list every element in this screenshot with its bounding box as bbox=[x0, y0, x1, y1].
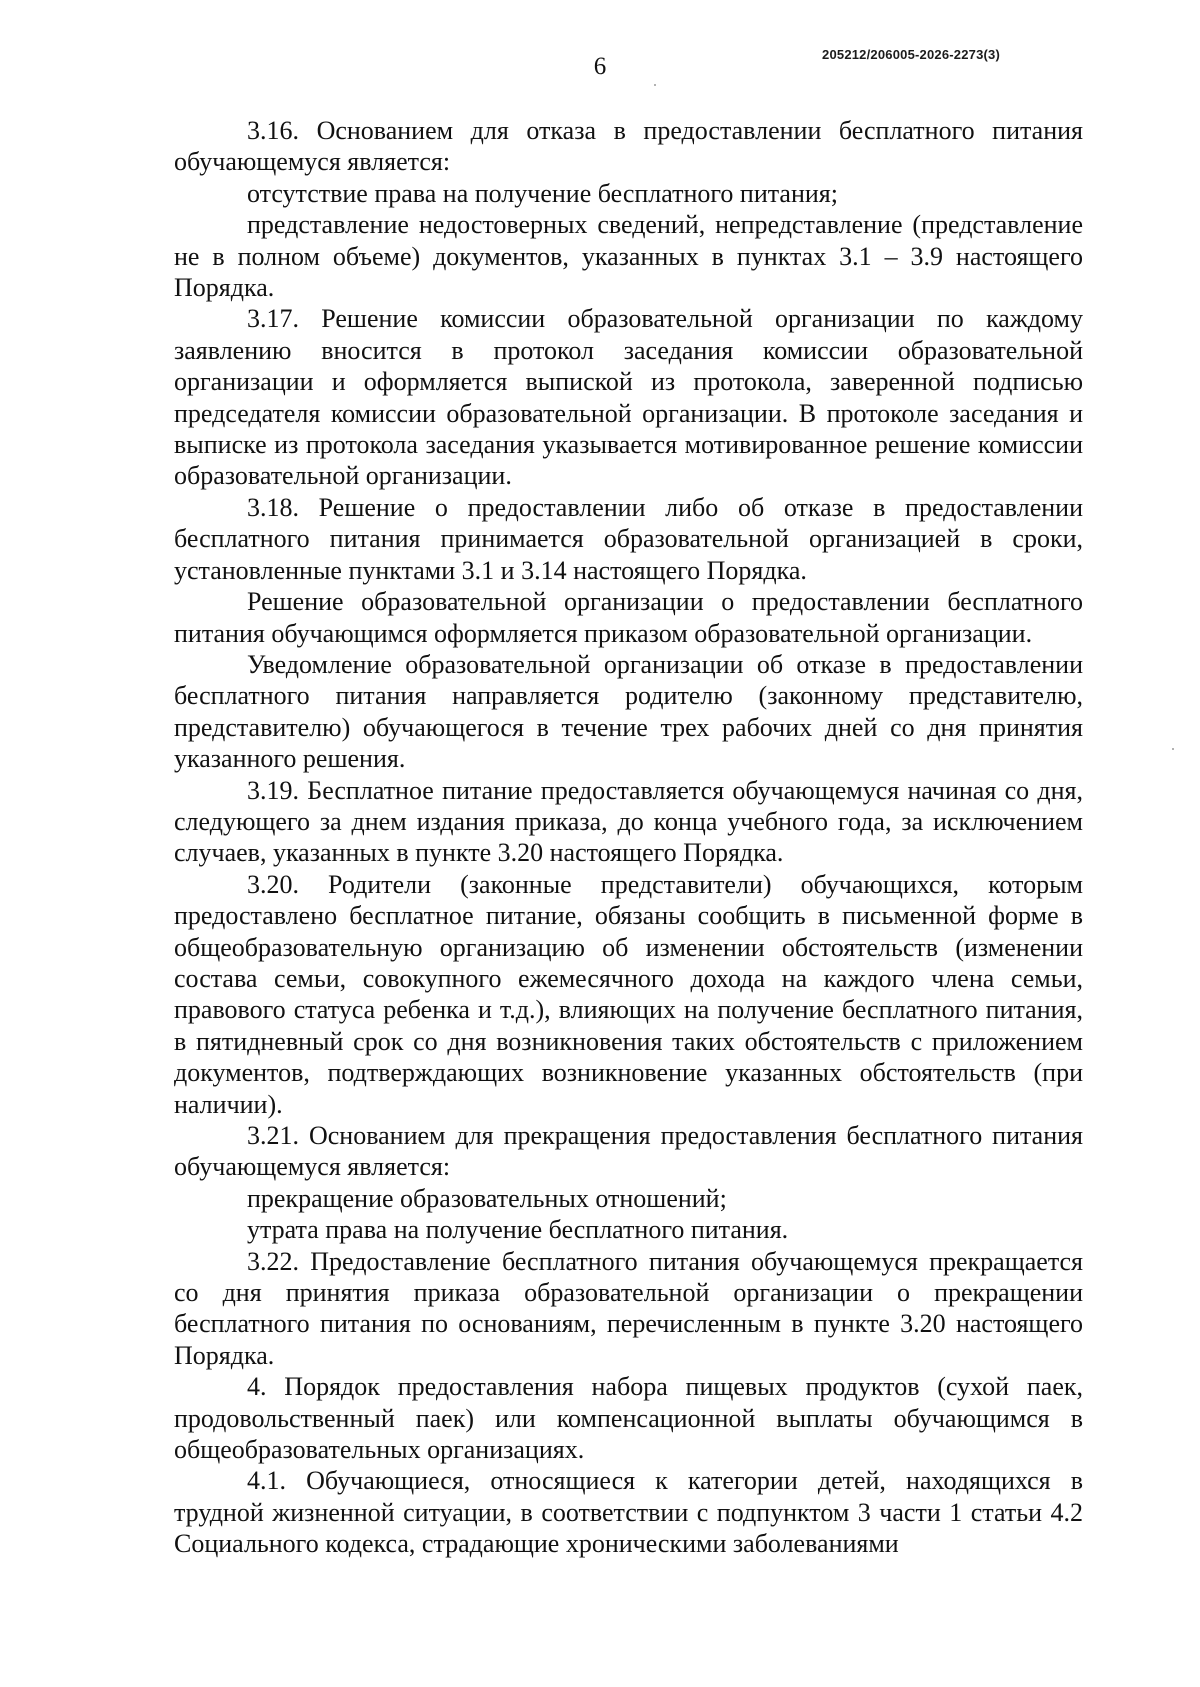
paragraph-3-16-item-2: представление недостоверных сведений, непредставление (представление не в полном объеме) документов, указанных в пунктах 3.1 – 3.9 настоящего Порядка. bbox=[174, 210, 1083, 303]
document-body bbox=[174, 115, 1083, 1560]
paragraph-3-20: 3.20. Родители (законные представители) обучающихся, которым предоставлено бесплатное питание, обязаны сообщить в письменной форме в общеобразовательную организацию об изменении обстоятельств (изменении состава семьи, совокупного ежемесячного дохода на каждого члена семьи, правового статуса ребенка и т.д.), влияющих на получение бесплатного питания, в пятидневный срок со дня возникновения таких обстоятельств с приложением документов, подтверждающих возникновение указанных обстоятельств (при наличии). bbox=[174, 869, 1083, 1119]
paragraph-4-1: 4.1. Обучающиеся, относящиеся к категории детей, находящихся в трудной жизненной ситуации, в соответствии с подпунктом 3 части 1 статьи 4.2 Социального кодекса, страдающие хроническими заболеваниями bbox=[174, 1466, 1083, 1559]
document-registration-number: 205212/206005-2026-2273(3) bbox=[822, 47, 1000, 62]
paragraph-3-21: 3.21. Основанием для прекращения предоставления бесплатного питания обучающемуся является: bbox=[174, 1121, 1083, 1182]
page-number: 6 bbox=[593, 53, 607, 80]
scan-speck bbox=[1172, 748, 1174, 750]
paragraph-3-16-item-1: отсутствие права на получение бесплатного питания; bbox=[247, 178, 838, 208]
paragraph-3-18-decision: Решение образовательной организации о предоставлении бесплатного питания обучающимся оформляется приказом образовательной организации. bbox=[174, 587, 1083, 648]
paragraph-3-16: 3.16. Основанием для отказа в предоставлении бесплатного питания обучающемуся является: bbox=[174, 116, 1083, 177]
section-4-heading: 4. Порядок предоставления набора пищевых продуктов (сухой паек, продовольственный паек) или компенсационной выплаты обучающимся в общеобразовательных организациях. bbox=[174, 1372, 1083, 1465]
paragraph-3-18: 3.18. Решение о предоставлении либо об отказе в предоставлении бесплатного питания принимается образовательной организацией в сроки, установленные пунктами 3.1 и 3.14 настоящего Порядка. bbox=[174, 492, 1083, 585]
scan-speck bbox=[654, 84, 656, 86]
paragraph-3-19: 3.19. Бесплатное питание предоставляется обучающемуся начиная со дня, следующего за днем издания приказа, до конца учебного года, за исключением случаев, указанных в пункте 3.20 настоящего Порядка. bbox=[174, 775, 1083, 868]
paragraph-3-22: 3.22. Предоставление бесплатного питания обучающемуся прекращается со дня принятия приказа образовательной организации о прекращении бесплатного питания по основаниям, перечисленным в пункте 3.20 настоящего Порядка. bbox=[174, 1246, 1083, 1370]
paragraph-3-17: 3.17. Решение комиссии образовательной организации по каждому заявлению вносится в протокол заседания комиссии образовательной организации и оформляется выпиской из протокола, заверенной подписью председателя комиссии образовательной организации. В протоколе заседания и выписке из протокола заседания указывается мотивированное решение комиссии образовательной организации. bbox=[174, 304, 1083, 491]
paragraph-3-18-notification: Уведомление образовательной организации об отказе в предоставлении бесплатного питания направляется родителю (законному представителю, представителю) обучающегося в течение трех рабочих дней со дня принятия указанного решения. bbox=[174, 649, 1083, 774]
paragraph-3-21-item-2: утрата права на получение бесплатного питания. bbox=[247, 1215, 789, 1245]
paragraph-3-21-item-1: прекращение образовательных отношений; bbox=[247, 1183, 727, 1213]
